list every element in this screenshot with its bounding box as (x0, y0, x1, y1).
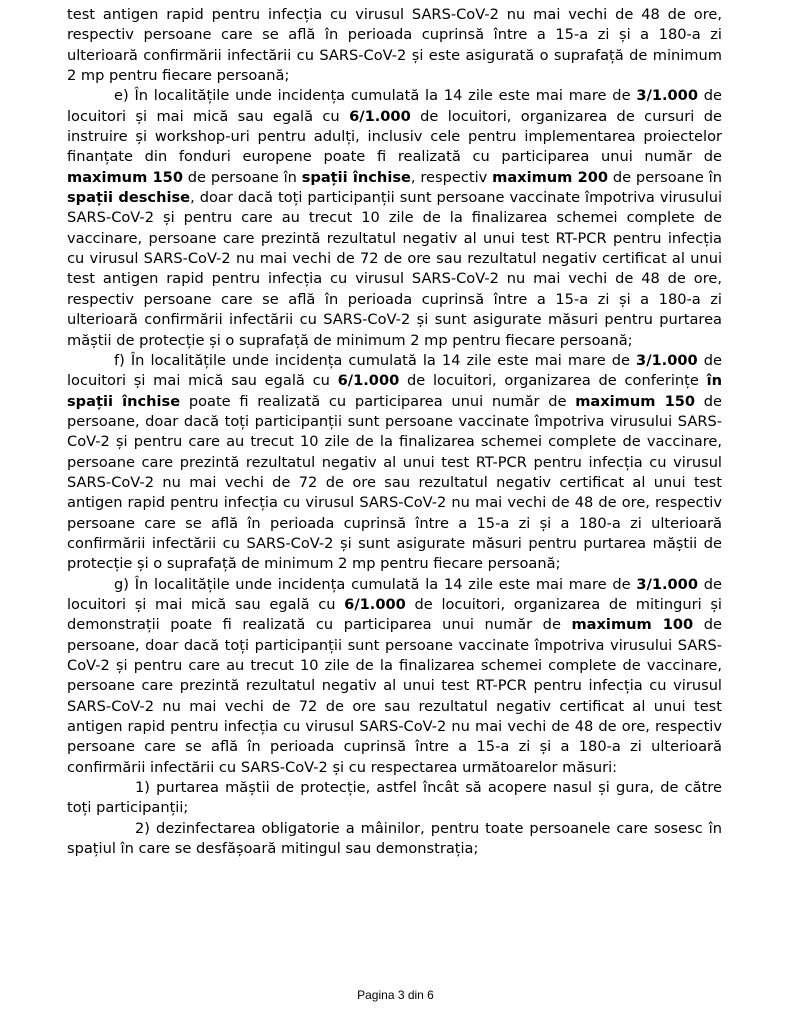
bold-run: maximum 200 (492, 168, 609, 186)
text-run: de locuitori și mai mică sau egală cu (67, 575, 722, 613)
list-item-2: 2) dezinfectarea obligatorie a mâinilor, pentru toate persoanele care sosesc în spațiul în care se desfășoară mitingul sau demonstrația; (67, 819, 722, 858)
text-run: de persoane în (608, 168, 722, 186)
text-run: , respectiv (410, 168, 493, 186)
bold-run: spații deschise (67, 189, 191, 207)
bold-run: maximum 150 (67, 168, 183, 186)
text-run: f) În localitățile unde incidența cumulată la 14 zile este mai mare de (114, 351, 637, 369)
text-run: de locuitori, organizarea de conferințe (399, 372, 707, 390)
bold-run: maximum 150 (575, 392, 696, 410)
text-run: de persoane în (182, 168, 302, 186)
bold-run: în spații închise (67, 372, 722, 410)
document-body (67, 5, 722, 859)
page-number-footer: Pagina 3 din 6 (357, 988, 434, 1002)
bold-run: spații închise (301, 168, 411, 186)
paragraph-f (67, 351, 722, 575)
text-run: e) În localitățile unde incidența cumulată la 14 zile este mai mare de (114, 87, 637, 105)
text-run: de locuitori, organizarea de mitinguri și demonstrații poate fi realizată cu participarea unui număr de (67, 595, 722, 634)
text-run: de locuitori și mai mică sau egală cu (67, 87, 722, 125)
bold-run: 6/1.000 (344, 595, 406, 613)
paragraph-e (67, 86, 722, 350)
text-run: de locuitori și mai mică sau egală cu (67, 351, 722, 390)
bold-run: maximum 100 (571, 616, 694, 634)
list-item-1: 1) purtarea măștii de protecție, astfel încât să acopere nasul și gura, de către toți participanții; (67, 779, 722, 817)
bold-run: 6/1.000 (337, 372, 400, 390)
text-run: , doar dacă toți participanții sunt persoane vaccinate împotriva virusului SARS-CoV-2 și pentru care au trecut 10 zile de la finalizarea schemei complete de vaccinare, persoane care prezintă rezultatul negativ al unui test RT-PCR pentru infecția cu virusul SARS-CoV-2 nu mai vechi de 72 de ore sau rezultatul negativ certificat al unui test antigen rapid pentru infecția cu virusul SARS-CoV-2 nu mai vechi de 48 de ore, respectiv persoane care se află în perioada cuprinsă între a 15-a zi și a 180-a zi ulterioară confirmării infectării cu SARS-CoV-2 și sunt asigurate măsuri pentru purtarea măștii de protecție și o suprafață de minimum 2 mp pentru fiecare persoană; (67, 189, 723, 349)
text-run: de locuitori, organizarea de cursuri de instruire și workshop-uri pentru adulți, inclusiv cele pentru implementarea proiectelor finanțate din fonduri europene poate fi realizată cu participarea unui număr de (67, 107, 722, 166)
text-run: de persoane, doar dacă toți participanții sunt persoane vaccinate împotriva virusului SARS-CoV-2 și pentru care au trecut 10 zile de la finalizarea schemei complete de vaccinare, persoane care prezintă rezultatul negativ al unui test RT-PCR pentru infecția cu virusul SARS-CoV-2 nu mai vechi de 72 de ore sau rezultatul negativ certificat al unui test antigen rapid pentru infecția cu virusul SARS-CoV-2 nu mai vechi de 48 de ore, respectiv persoane care se află în perioada cuprinsă între a 15-a zi și a 180-a zi ulterioară confirmării infectării cu SARS-CoV-2 și cu respectarea următoarelor măsuri: (67, 616, 722, 776)
text-run: g) În localitățile unde incidența cumulată la 14 zile este mai mare de (114, 575, 637, 593)
bold-run: 3/1.000 (636, 351, 698, 369)
bold-run: 3/1.000 (636, 87, 698, 105)
paragraph-d-continuation: test antigen rapid pentru infecția cu virusul SARS-CoV-2 nu mai vechi de 48 de ore, respectiv persoane care se află în perioada cuprinsă între a 15-a zi și a 180-a zi ulterioară confirmării infectării cu SARS-CoV-2 și este asigurată o suprafață de minimum 2 mp pentru fiecare persoană; (67, 6, 722, 85)
paragraph-g (67, 575, 722, 778)
text-run: poate fi realizată cu participarea unui număr de (180, 392, 576, 410)
bold-run: 6/1.000 (349, 107, 411, 125)
bold-run: 3/1.000 (636, 575, 698, 593)
text-run: de persoane, doar dacă toți participanții sunt persoane vaccinate împotriva virusului SARS-CoV-2 și pentru care au trecut 10 zile de la finalizarea schemei complete de vaccinare, persoane care prezintă rezultatul negativ al unui test RT-PCR pentru infecția cu virusul SARS-CoV-2 nu mai vechi de 72 de ore sau rezultatul negativ certificat al unui test antigen rapid pentru infecția cu virusul SARS-CoV-2 nu mai vechi de 48 de ore, respectiv persoane care se află în perioada cuprinsă între a 15-a zi și a 180-a zi ulterioară confirmării infectării cu SARS-CoV-2 și sunt asigurate măsuri pentru purtarea măștii de protecție și o suprafață de minimum 2 mp pentru fiecare persoană; (67, 392, 722, 573)
